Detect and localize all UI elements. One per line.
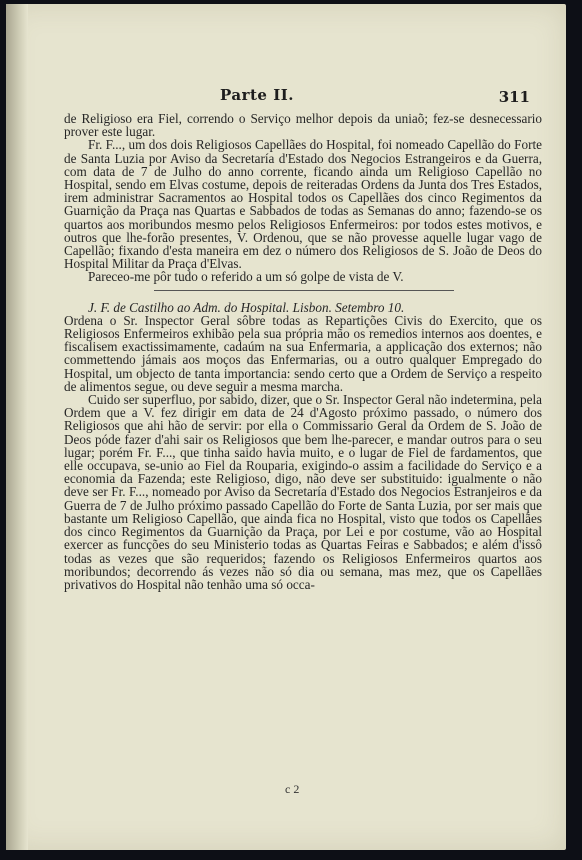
letter-paragraph-religiosos: Cuido ser superfluo, por sabido, dizer, que o Sr. Inspector Geral não indetermina, pela Ordem que a V. fez dirigir em data de 24 d'Agosto próximo passado, o número dos Religiosos que ahi hão de servir: por ella o Commissario Geral da Ordem de S. João de Deos póde fazer d'ahi sair os Religiosos que bem lhe-parecer, e mandar outros para o seu lugar; porém Fr. F..., que tinha saido havia muito, e o lugar de Fiel de fardamentos, que elle occupava, se-unio ao Fiel da Rouparia, exigindo-o assim a facilidade do Serviço e a economia da Fazenda; este Religioso, digo, não deve ser substituido: igualmente o não deve ser Fr. F..., nomeado por Aviso da Secretaría d'Estado dos Negocios Estranjeiros e da Guerra de 7 de Julho próximo passado Capellão do Forte de Santa Luzia, por ser mais que bastante um Religioso Capellão, que ainda fica no Hospital, visto que todos os Capellães dos cinco Regimentos da Guarnição da Praça, por Lei e por costume, vão ao Hospital exercer as funcções do seu Ministerio todas as Quartas Feiras e Sabbados; e além d'issô todas as vezes que são requeridos; fazendo os Religiosos Enfermeiros quartos aos moribundos; decorrendo ás vezes não só dia ou semana, mas mez, que os Capellães privativos do Hospital não tenhão uma só occa-: [64, 392, 542, 592]
page-number: 311: [498, 88, 530, 106]
body-text: [64, 112, 542, 591]
paragraph-closing: de Religioso era Fiel, correndo o Serviço melhor depois da uniaõ; fez-se desnecessario prover este lugar.: [64, 111, 542, 140]
paragraph-summary: Pareceo-me pôr tudo o referido a um só golpe de vista de V.: [88, 269, 404, 285]
section-divider: [154, 290, 454, 291]
paragraph-capellao: Fr. F..., um dos dois Religiosos Capellães do Hospital, foi nomeado Capellão do Forte de Santa Luzia por Aviso da Secretaría d'Estado dos Negocios Estrangeiros e da Guerra, com data de 7 de Julho do anno corrente, ficando ainda um Religioso Capellão no Hospital, sendo em Elvas costume, depois de reiteradas Ordens da Junta dos Tres Estados, irem administrar Sacramentos ao Hospital todos os Capellães dos cinco Regimentos da Guarnição da Praça nas Quartas e Sabbados de todas as Semanas do anno; fazendo-se os quartos aos moribundos mesmo pelos Religiosos Enfermeiros: por todos estes motivos, e outros que lhe-forão presentes, V. Ordenou, que se não provesse aquelle lugar vago de Capellão; fixando d'esta maneira em dez o número dos Religiosos de S. João de Deos do Hospital Militar da Praça d'Elvas.: [64, 137, 542, 272]
page-gutter-shadow: [6, 4, 28, 850]
letter-paragraph-order: Ordena o Sr. Inspector Geral sôbre todas as Repartições Civis do Exercito, que os Religiosos Enfermeiros exhibão pela sua própria mão os remedios internos aos doentes, e fiscalisem exactissimamente, cadaúm na sua Enfermaria, a applicação dos externos; não commettendo jámais aos moços das Enfermarias, ou a outro qualquer Empregado do Hospital, um objecto de tanta importancia: sendo certo que a Ordem de Serviço a respeito de alimentos segue, ou deve seguir a mesma marcha.: [64, 312, 542, 394]
signature-mark: c 2: [285, 782, 300, 796]
running-head: Parte II.: [220, 86, 294, 104]
page-header: [50, 86, 530, 106]
letter-heading: J. F. de Castilho ao Adm. do Hospital. Lisbon. Setembro 10.: [88, 299, 405, 315]
